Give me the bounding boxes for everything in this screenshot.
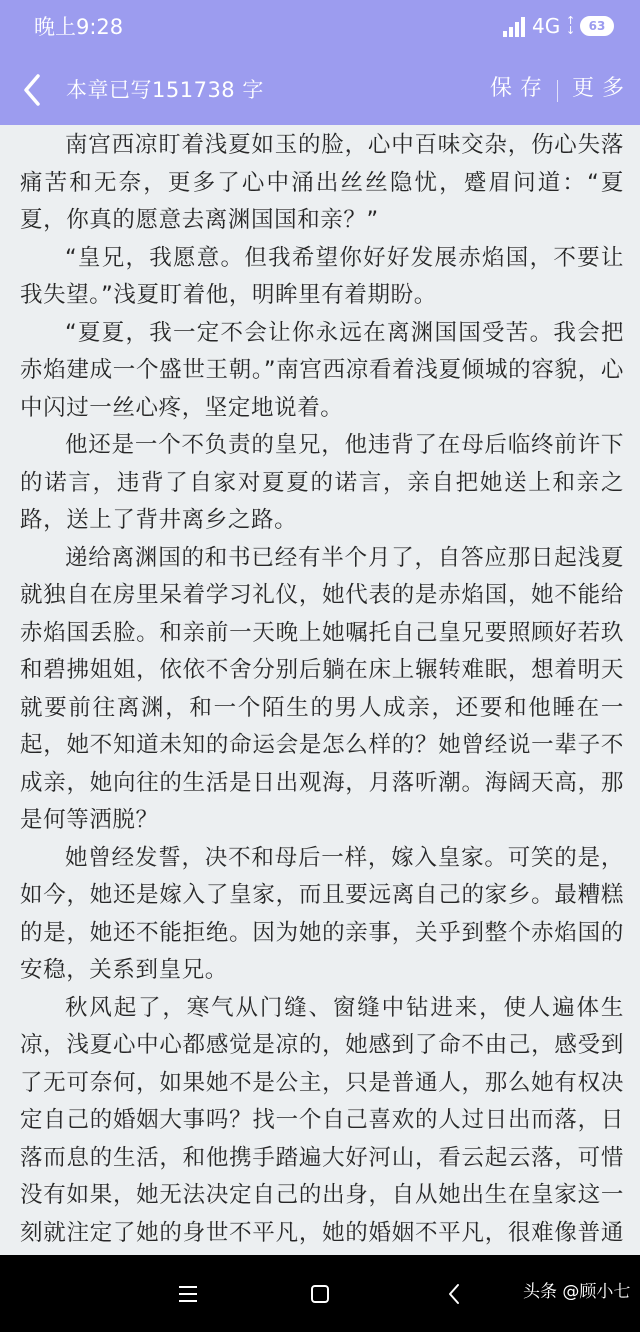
- status-bar: [0, 0, 640, 54]
- home-square-icon: [305, 1279, 335, 1309]
- chevron-left-icon: [14, 68, 54, 112]
- paragraph[interactable]: “夏夏，我一定不会让你永远在离渊国国受苦。我会把赤焰建成一个盛世王朝。”南宫西凉看着浅夏倾城的容貌，心中闪过一丝心疼，坚定地说着。: [20, 319, 624, 421]
- paragraph[interactable]: 她曾经发誓，决不和母后一样，嫁入皇家。可笑的是，如今，她还是嫁入了皇家，而且要远离自己的家乡。最糟糕的是，她还不能拒绝。因为她的亲事，关乎到整个赤焰国的安稳，关系到皇兄。: [20, 844, 624, 983]
- more-button[interactable]: 更多: [572, 76, 633, 101]
- chapter-word-count: 本章已写151738 字: [66, 78, 264, 102]
- network-type: 4G: [532, 14, 561, 38]
- paragraph[interactable]: 递给离渊国的和书已经有半个月了，自答应那日起浅夏就独自在房里呆着学习礼仪，她代表的是赤焰国，她不能给赤焰国丢脸。和亲前一天晚上她嘱托自己皇兄要照顾好若玖和碧拂姐姐，依依不舍分别后躺在床上辗转难眠，想着明天就要前往离渊，和一个陌生的男人成亲，还要和他睡在一起，她不知道未知的命运会是怎么样的？她曾经说一辈子不成亲，她向往的生活是日出观海，月落听潮。海阔天高，那是何等洒脱？: [20, 544, 624, 833]
- paragraph[interactable]: 南宫西凉盯着浅夏如玉的脸，心中百味交杂，伤心失落痛苦和无奈，更多了心中涌出丝丝隐忧，蹙眉问道：“夏夏，你真的愿意去离渊国国和亲？”: [20, 132, 624, 233]
- data-activity-icon: ↑ ↓: [566, 14, 576, 37]
- system-back-button[interactable]: [440, 1279, 470, 1309]
- paragraph[interactable]: 他还是一个不负责的皇兄，他违背了在母后临终前许下的诺言，违背了自家对夏夏的诺言，亲自把她送上和亲之路，送上了背井离乡之路。: [20, 432, 624, 533]
- back-button[interactable]: [14, 68, 54, 112]
- status-time: 晚上9:28: [34, 15, 124, 39]
- chapter-text-editor[interactable]: [0, 125, 640, 1255]
- system-navigation-bar: [0, 1255, 640, 1332]
- back-triangle-icon: [440, 1279, 470, 1309]
- menu-icon: [173, 1279, 203, 1309]
- menu-button[interactable]: [173, 1279, 203, 1309]
- watermark: 头条 @顾小七: [523, 1282, 631, 1302]
- cellular-signal-icon: [502, 15, 528, 37]
- app-header: [0, 0, 640, 125]
- save-button[interactable]: 保存: [490, 76, 551, 101]
- paragraph[interactable]: 秋风起了，寒气从门缝、窗缝中钻进来，使人遍体生凉，浅夏心中心都感觉是凉的，她感到了命不由己，感受到了无可奈何，如果她不是公主，只是普通人，那么她有权决定自己的婚姻大事吗？找一个自己喜欢的人过日出而落，日落而息的生活，和他携手踏遍大好河山，看云起云落，可惜没有如果，她无法决定自己的出身，自从她出生在皇家这一刻就注定了她的身世不平凡，她的婚姻不平凡，很难像普通: [20, 994, 624, 1246]
- home-button[interactable]: [305, 1279, 335, 1309]
- editor-nav-bar: [0, 54, 640, 125]
- nav-divider: [557, 80, 558, 102]
- paragraph[interactable]: “皇兄，我愿意。但我希望你好好发展赤焰国，不要让我失望。”浅夏盯着他，明眸里有着期盼。: [20, 244, 624, 308]
- battery-level: 63: [580, 16, 614, 36]
